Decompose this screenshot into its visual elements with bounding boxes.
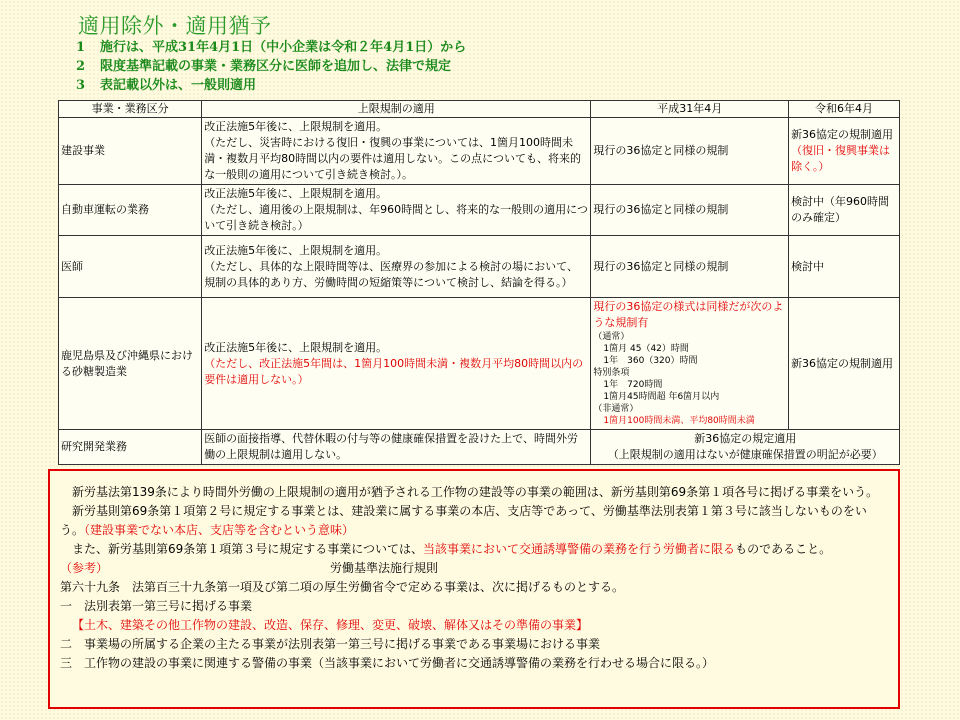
cell-r6: 検討中 — [789, 236, 900, 298]
header-h31: 平成31年4月 — [591, 101, 789, 118]
cell-h31: 現行の36協定と同様の規制 — [591, 236, 789, 298]
article-69: 第六十九条 法第百三十九条第一項及び第二項の厚生労働省令で定める事業は、次に掲げるものとする。 — [60, 580, 625, 594]
table-header-row — [59, 101, 900, 118]
cell-category: 鹿児島県及び沖縄県における砂糖製造業 — [59, 298, 202, 430]
cell-rule: 改正法施5年後に、上限規制を適用。 （ただし、具体的な上限時間等は、医療界の参加による検討の場において、規制の具体的あり方、労働時間の短縮策等について検討し、結論を得る。） — [202, 236, 591, 298]
table-row-driving — [59, 185, 900, 236]
cell-h31: 現行の36協定と同様の規制 — [591, 185, 789, 236]
cell-rule: 改正法施5年後に、上限規制を適用。 （ただし、改正法施5年間は、1箇月100時間未満・複数月平均80時間以内の要件は適用しない。） — [202, 298, 591, 430]
cell-rule: 改正法施5年後に、上限規制を適用。 （ただし、適用後の上限規制は、年960時間とし、将来的な一般則の適用について引き続き検討。） — [202, 185, 591, 236]
key-points — [76, 38, 466, 95]
header-r6: 令和6年4月 — [789, 101, 900, 118]
article-item-3: 三 工作物の建設の事業に関連する警備の事業（当該事業において労働者に交通誘導警備の業務を行わせる場合に限る。） — [60, 656, 715, 670]
table-row-sugar — [59, 298, 900, 430]
sugar-detail-list: （通常） 1箇月 45（42）時間 1年 360（320）時間 特別条項 1年 720時間 1箇月45時間超 年6箇月以内 （非通常） 1箇月100時間未満、平均80時間未満 — [593, 332, 755, 426]
slide-title: 適用除外・適用猶予 — [78, 14, 272, 38]
article-item-1-detail: 【土木、建築その他工作物の建設、改造、保存、修理、変更、破壊、解体又はその準備の事業】 — [72, 618, 589, 632]
note-paragraph-1: 新労基法第139条により時間外労働の上限規制の適用が猶予される工作物の建設等の事業の範囲は、新労基則第69条第１項各号に掲げる事業をいう。 — [72, 485, 879, 499]
cell-r6: 新36協定の規制適用 — [789, 298, 900, 430]
key-point-2: 2 限度基準記載の事業・業務区分に医師を追加し、法律で規定 — [76, 59, 452, 74]
table-row-doctor — [59, 236, 900, 298]
regulation-table — [58, 100, 900, 465]
key-point-3: 3 表記載以外は、一般則適用 — [76, 78, 257, 93]
article-item-1: 一 法別表第一第三号に掲げる事業 — [60, 599, 253, 613]
key-point-1: 1 施行は、平成31年4月1日（中小企業は令和２年4月1日）から — [76, 40, 467, 55]
cell-category: 建設事業 — [59, 118, 202, 185]
cell-category: 研究開発業務 — [59, 430, 202, 465]
article-item-2: 二 事業場の所属する企業の主たる事業が法別表第一第三号に掲げる事業である事業場における事業 — [60, 637, 601, 651]
cell-merged: 新36協定の規定適用 （上限規制の適用はないが健康確保措置の明記が必要） — [591, 430, 900, 465]
header-category: 事業・業務区分 — [59, 101, 202, 118]
note-box — [48, 469, 900, 709]
note-paragraph-3: また、新労基則第69条第１項第３号に規定する事業については、当該事業において交通誘導警備の業務を行う労働者に限るものであること。 — [72, 542, 832, 556]
note-paragraph-2: 新労基則第69条第１項第２号に規定する事業とは、建設業に属する事業の本店、支店等であって、労働基準法別表第１第３号に該当しないものをいう。（建設事業でない本店、支店等を含むという意味） — [60, 504, 867, 537]
cell-category: 医師 — [59, 236, 202, 298]
cell-rule: 改正法施5年後に、上限規制を適用。 （ただし、災害時における復旧・復興の事業については、1箇月100時間未満・複数月平均80時間以内の要件は適用しない。この点についても、将来的な一般則の適用について引き続き検討。）。 — [202, 118, 591, 185]
table-row-construction — [59, 118, 900, 185]
header-rule: 上限規制の適用 — [202, 101, 591, 118]
cell-r6: 検討中（年960時間のみ確定） — [789, 185, 900, 236]
reference-heading: （参考） 労働基準法施行規則 — [60, 561, 439, 575]
cell-h31: 現行の36協定の様式は同様だが次のような規制有 （通常） 1箇月 45（42）時間 1年 360（320）時間 特別条項 1年 720時間 1箇月45時間超 年6箇月以内 （非通常） 1箇月100時間未満、平均80時間未満 — [591, 298, 789, 430]
cell-rule: 医師の面接指導、代替休暇の付与等の健康確保措置を設けた上で、時間外労働の上限規制は適用しない。 — [202, 430, 591, 465]
cell-h31: 現行の36協定と同様の規制 — [591, 118, 789, 185]
table-row-research — [59, 430, 900, 465]
cell-r6: 新36協定の規制適用（復旧・復興事業は除く。） — [789, 118, 900, 185]
cell-category: 自動車運転の業務 — [59, 185, 202, 236]
